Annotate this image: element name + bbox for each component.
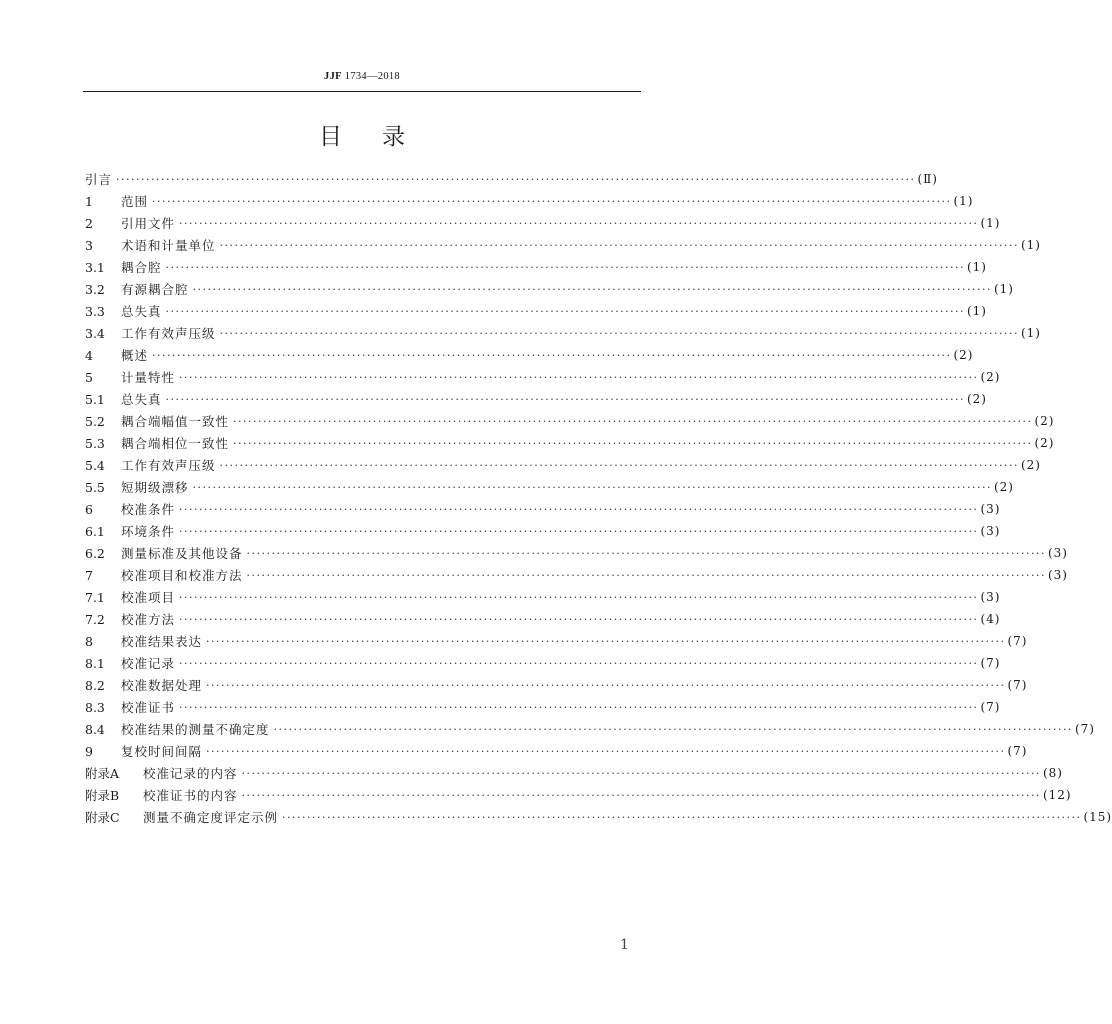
toc-entry-label: 校准记录 <box>121 656 176 671</box>
toc-entry-label: 校准结果的测量不确定度 <box>121 722 270 737</box>
toc-leader-dots: ································································································································································ <box>165 392 965 406</box>
toc-leader-dots: ································································································································································ <box>206 678 1006 692</box>
toc-entry-label: 计量特性 <box>121 370 176 385</box>
toc-leader-dots: ································································································································································ <box>165 304 965 318</box>
toc-leader-dots: ································································································································································ <box>241 766 1041 780</box>
toc-entry-number: 8.3 <box>85 699 105 715</box>
toc-entry-label: 校准记录的内容 <box>143 766 238 781</box>
toc-leader-dots: ································································································································································ <box>179 524 979 538</box>
toc-entry-number: 8 <box>85 633 93 649</box>
toc-entry-page: (2) <box>1034 436 1055 450</box>
toc-leader-dots: ································································································································································ <box>179 502 979 516</box>
page-title: 目录 <box>319 124 445 150</box>
toc-leader-dots: ································································································································································ <box>116 172 916 186</box>
toc-entry[interactable] <box>85 542 1068 564</box>
toc-entry-label: 校准条件 <box>121 502 176 517</box>
toc-entry-page: (3) <box>1047 546 1068 560</box>
toc-entry-page: (3) <box>1047 568 1068 582</box>
toc-entry-label: 校准证书 <box>121 700 176 715</box>
toc-entry[interactable] <box>85 520 1001 542</box>
toc-entry-label: 校准方法 <box>121 612 176 627</box>
toc-entry-page: (1) <box>993 282 1014 296</box>
toc-entry-number: 5.4 <box>85 457 105 473</box>
toc-entry[interactable] <box>85 564 1068 586</box>
toc-entry[interactable] <box>85 652 1001 674</box>
toc-entry-page: (7) <box>980 656 1001 670</box>
toc-entry[interactable] <box>85 630 1028 652</box>
toc-entry-page: (15) <box>1083 810 1112 824</box>
toc-entry-number: 6.1 <box>85 523 105 539</box>
toc-entry-number: 8.4 <box>85 721 105 737</box>
toc-entry-number: 2 <box>85 215 93 231</box>
toc-entry-number: 3.4 <box>85 325 105 341</box>
toc-entry[interactable] <box>85 740 1028 762</box>
toc-entry-number: 3.2 <box>85 281 105 297</box>
toc-entry-number: 5.1 <box>85 391 105 407</box>
toc-entry[interactable] <box>85 784 1072 806</box>
toc-leader-dots: ································································································································································ <box>233 414 1033 428</box>
toc-entry-label: 测量不确定度评定示例 <box>143 810 279 825</box>
toc-entry-label: 总失真 <box>121 304 162 319</box>
toc-entry-number: 5.2 <box>85 413 105 429</box>
toc-leader-dots: ································································································································································ <box>179 656 979 670</box>
toc-entry-page: (2) <box>993 480 1014 494</box>
toc-leader-dots: ································································································································································ <box>219 458 1019 472</box>
toc-entry[interactable] <box>85 256 987 278</box>
toc-entry-number: 7.2 <box>85 611 105 627</box>
toc-entry-label: 环境条件 <box>121 524 176 539</box>
toc-entry-page: (3) <box>980 590 1001 604</box>
toc-leader-dots: ································································································································································ <box>192 282 992 296</box>
toc-leader-dots: ································································································································································ <box>179 612 979 626</box>
toc-entry[interactable] <box>85 608 1001 630</box>
toc-entry[interactable] <box>85 674 1028 696</box>
toc-entry[interactable] <box>85 344 974 366</box>
toc-entry-page: (Ⅱ) <box>917 172 938 186</box>
toc-entry-label: 引用文件 <box>121 216 176 231</box>
standard-number: 1734—2018 <box>344 71 400 82</box>
toc-leader-dots: ································································································································································ <box>219 238 1019 252</box>
toc-entry-number: 5.3 <box>85 435 105 451</box>
toc-entry-number: 8.2 <box>85 677 105 693</box>
toc-entry-page: (4) <box>980 612 1001 626</box>
toc-entry-number: 3 <box>85 237 93 253</box>
toc-entry-page: (1) <box>1020 326 1041 340</box>
toc-leader-dots: ································································································································································ <box>192 480 992 494</box>
toc-entry-number: 7.1 <box>85 589 105 605</box>
toc-entry[interactable] <box>85 366 1001 388</box>
toc-entry-label: 耦合腔 <box>121 260 162 275</box>
toc-entry-label: 复校时间间隔 <box>121 744 203 759</box>
toc-leader-dots: ································································································································································ <box>241 788 1041 802</box>
toc-entry-number: 6.2 <box>85 545 105 561</box>
toc-entry-page: (3) <box>980 502 1001 516</box>
toc-entry-label: 短期级漂移 <box>121 480 189 495</box>
toc-leader-dots: ································································································································································ <box>282 810 1082 824</box>
toc-entry-number: 3.1 <box>85 259 105 275</box>
toc-entry[interactable] <box>85 432 1055 454</box>
toc-leader-dots: ································································································································································ <box>179 700 979 714</box>
toc-entry-page: (1) <box>1020 238 1041 252</box>
toc-entry-label: 术语和计量单位 <box>121 238 216 253</box>
toc-entry-number: 8.1 <box>85 655 105 671</box>
toc-entry-label: 校准数据处理 <box>121 678 203 693</box>
toc-leader-dots: ································································································································································ <box>206 744 1006 758</box>
toc-entry-page: (7) <box>980 700 1001 714</box>
toc-entry-page: (1) <box>953 194 974 208</box>
toc-entry-page: (2) <box>966 392 987 406</box>
standard-code: JJF <box>324 71 342 82</box>
toc-entry[interactable] <box>85 212 1001 234</box>
toc-entry[interactable] <box>85 806 1112 828</box>
toc-entry-page: (8) <box>1042 766 1063 780</box>
toc-entry-number: 附录C <box>85 810 120 825</box>
toc-entry-label: 校准结果表达 <box>121 634 203 649</box>
toc-entry-label: 校准证书的内容 <box>143 788 238 803</box>
toc-entry-page: (2) <box>1034 414 1055 428</box>
toc-entry-number: 7 <box>85 567 93 583</box>
toc-entry[interactable] <box>85 234 1041 256</box>
toc-leader-dots: ································································································································································ <box>273 722 1073 736</box>
toc-entry-page: (2) <box>980 370 1001 384</box>
toc-entry-page: (2) <box>953 348 974 362</box>
toc-entry[interactable] <box>85 410 1055 432</box>
toc-entry[interactable] <box>85 762 1063 784</box>
toc-entry-label: 校准项目 <box>121 590 176 605</box>
toc-leader-dots: ································································································································································ <box>233 436 1033 450</box>
toc-entry-label: 有源耦合腔 <box>121 282 189 297</box>
toc-entry-number: 9 <box>85 743 93 759</box>
toc-entry-page: (7) <box>1074 722 1095 736</box>
toc-entry[interactable] <box>85 278 1014 300</box>
toc-entry-label: 范围 <box>121 194 149 209</box>
toc-leader-dots: ································································································································································ <box>152 348 952 362</box>
toc-entry-number: 附录B <box>85 788 120 803</box>
page-number: 1 <box>620 937 629 953</box>
toc-entry-number: 3.3 <box>85 303 105 319</box>
toc-entry[interactable] <box>85 190 974 212</box>
toc-entry-label: 耦合端相位一致性 <box>121 436 230 451</box>
toc-leader-dots: ································································································································································ <box>152 194 952 208</box>
toc-entry[interactable] <box>85 718 1095 740</box>
toc-entry-number: 6 <box>85 501 93 517</box>
toc-entry-page: (7) <box>1007 678 1028 692</box>
toc-leader-dots: ································································································································································ <box>246 546 1046 560</box>
toc-entry-label: 引言 <box>85 172 113 187</box>
toc-entry-number: 附录A <box>85 766 120 781</box>
toc-entry[interactable] <box>85 168 938 190</box>
toc-entry-number: 5 <box>85 369 93 385</box>
toc-entry[interactable] <box>85 476 1014 498</box>
toc-leader-dots: ································································································································································ <box>206 634 1006 648</box>
toc-entry-page: (3) <box>980 524 1001 538</box>
toc-entry-page: (2) <box>1020 458 1041 472</box>
toc-leader-dots: ································································································································································ <box>246 568 1046 582</box>
toc-entry-page: (1) <box>980 216 1001 230</box>
toc-entry[interactable] <box>85 586 1001 608</box>
table-of-contents <box>85 168 1112 828</box>
toc-leader-dots: ································································································································································ <box>179 370 979 384</box>
toc-entry-label: 测量标准及其他设备 <box>121 546 243 561</box>
toc-entry[interactable] <box>85 388 987 410</box>
toc-leader-dots: ································································································································································ <box>179 216 979 230</box>
toc-entry-number: 4 <box>85 347 93 363</box>
toc-entry-label: 校准项目和校准方法 <box>121 568 243 583</box>
toc-entry-number: 5.5 <box>85 479 105 495</box>
toc-entry[interactable] <box>85 696 1001 718</box>
toc-entry[interactable] <box>85 300 987 322</box>
toc-entry-label: 工作有效声压级 <box>121 458 216 473</box>
toc-entry[interactable] <box>85 498 1001 520</box>
toc-entry-page: (12) <box>1042 788 1072 802</box>
toc-entry[interactable] <box>85 322 1041 344</box>
toc-entry-label: 概述 <box>121 348 149 363</box>
header-rule <box>83 91 641 92</box>
toc-entry-page: (1) <box>966 260 987 274</box>
toc-entry-page: (1) <box>966 304 987 318</box>
toc-leader-dots: ································································································································································ <box>179 590 979 604</box>
toc-leader-dots: ································································································································································ <box>219 326 1019 340</box>
toc-entry-number: 1 <box>85 193 93 209</box>
toc-leader-dots: ································································································································································ <box>165 260 965 274</box>
toc-entry-label: 耦合端幅值一致性 <box>121 414 230 429</box>
toc-entry-page: (7) <box>1007 744 1028 758</box>
document-header <box>0 71 724 82</box>
toc-entry-page: (7) <box>1007 634 1028 648</box>
toc-entry-label: 工作有效声压级 <box>121 326 216 341</box>
toc-entry[interactable] <box>85 454 1041 476</box>
toc-entry-label: 总失真 <box>121 392 162 407</box>
